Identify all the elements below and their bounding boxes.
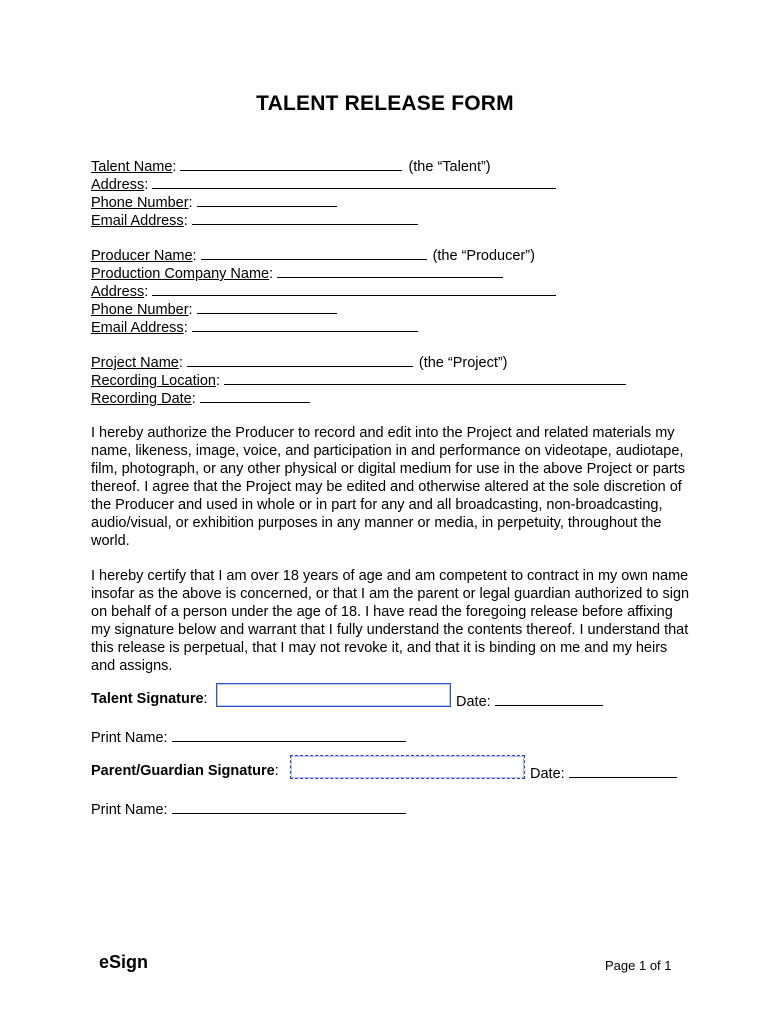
guardian-signature-box[interactable] — [290, 755, 525, 779]
production-company-blank[interactable] — [277, 263, 503, 278]
producer-name-label: Producer Name — [91, 248, 193, 264]
page-number: Page 1 of 1 — [605, 958, 672, 973]
talent-email-blank[interactable] — [192, 210, 418, 225]
talent-print-name-label: Print Name: — [91, 730, 168, 746]
talent-phone-label: Phone Number — [91, 195, 189, 211]
talent-signature-row: Talent Signature: — [91, 691, 208, 707]
talent-address-blank[interactable] — [152, 174, 556, 189]
producer-email-blank[interactable] — [192, 317, 418, 332]
recording-location-field[interactable]: Recording Location: — [91, 370, 626, 388]
talent-name-suffix: (the “Talent”) — [408, 159, 491, 175]
talent-address-label: Address — [91, 177, 145, 193]
talent-phone-blank[interactable] — [197, 192, 337, 207]
page-title: TALENT RELEASE FORM — [256, 92, 514, 115]
talent-email-label: Email Address — [91, 213, 184, 229]
producer-name-blank[interactable] — [201, 245, 427, 260]
talent-email-field[interactable]: Email Address: — [91, 210, 556, 228]
producer-name-field[interactable]: Producer Name: (the “Producer”) — [91, 245, 556, 263]
guardian-date-label: Date: — [530, 766, 565, 782]
talent-name-label: Talent Name — [91, 159, 173, 175]
talent-phone-field[interactable]: Phone Number: — [91, 192, 556, 210]
talent-address-field[interactable]: Address: — [91, 174, 556, 192]
guardian-date-field[interactable] — [530, 763, 677, 782]
talent-section — [91, 156, 556, 228]
recording-date-blank[interactable] — [200, 388, 310, 403]
producer-address-field[interactable]: Address: — [91, 281, 556, 299]
talent-print-name-field[interactable] — [91, 727, 406, 746]
producer-name-suffix: (the “Producer”) — [432, 248, 535, 264]
talent-print-name-blank[interactable] — [172, 727, 406, 742]
producer-email-label: Email Address — [91, 320, 184, 336]
recording-location-blank[interactable] — [224, 370, 626, 385]
guardian-date-blank[interactable] — [569, 763, 677, 778]
production-company-field[interactable]: Production Company Name: — [91, 263, 556, 281]
producer-email-field[interactable]: Email Address: — [91, 317, 556, 335]
recording-location-label: Recording Location — [91, 373, 216, 389]
certification-paragraph: I hereby certify that I am over 18 years of age and am competent to contract in my own name insofar as the above is concerned, or that I am the parent or legal guardian authorized to sign on behalf of a person under the age of 18. I have read the foregoing release before affixing my signature below and warrant that I fully understand the contents thereof. I understand that this release is perpetual, that I may not revoke it, and that it is binding on me and my heirs and assigns. — [91, 568, 690, 674]
producer-address-label: Address — [91, 284, 145, 300]
talent-date-label: Date: — [456, 694, 491, 710]
esign-logo: eSign — [99, 952, 149, 972]
project-name-suffix: (the “Project”) — [418, 355, 508, 371]
recording-date-field[interactable]: Recording Date: — [91, 388, 626, 406]
talent-name-field[interactable]: Talent Name: (the “Talent”) — [91, 156, 556, 174]
guardian-print-name-blank[interactable] — [172, 799, 406, 814]
project-section — [91, 352, 626, 406]
guardian-signature-label: Parent/Guardian Signature — [91, 763, 275, 779]
talent-signature-label: Talent Signature — [91, 691, 204, 707]
talent-signature-box[interactable] — [216, 683, 451, 707]
talent-name-blank[interactable] — [180, 156, 402, 171]
production-company-label: Production Company Name — [91, 266, 270, 282]
guardian-print-name-label: Print Name: — [91, 802, 168, 818]
producer-section — [91, 245, 556, 335]
recording-date-label: Recording Date — [91, 391, 192, 407]
producer-phone-field[interactable]: Phone Number: — [91, 299, 556, 317]
producer-phone-label: Phone Number — [91, 302, 189, 318]
producer-phone-blank[interactable] — [197, 299, 337, 314]
authorization-paragraph: I hereby authorize the Producer to record and edit into the Project and related materials my name, likeness, image, voice, and participation in and performance on videotape, audiotape, film, photograph, or any other physical or digital medium for use in the above Project or parts thereof. I agree that the Project may be edited and otherwise altered at the sole discretion of the Producer and used in whole or in part for any and all broadcasting, non-broadcasting, audio/visual, or exhibition purposes in any manner or media, in perpetuity, throughout the world. — [91, 425, 685, 549]
guardian-signature-row: Parent/Guardian Signature: — [91, 763, 279, 779]
project-name-field[interactable]: Project Name: (the “Project”) — [91, 352, 626, 370]
talent-date-field[interactable] — [456, 691, 603, 710]
producer-address-blank[interactable] — [152, 281, 556, 296]
talent-date-blank[interactable] — [495, 691, 603, 706]
project-name-label: Project Name — [91, 355, 179, 371]
guardian-print-name-field[interactable] — [91, 799, 406, 818]
project-name-blank[interactable] — [187, 352, 413, 367]
